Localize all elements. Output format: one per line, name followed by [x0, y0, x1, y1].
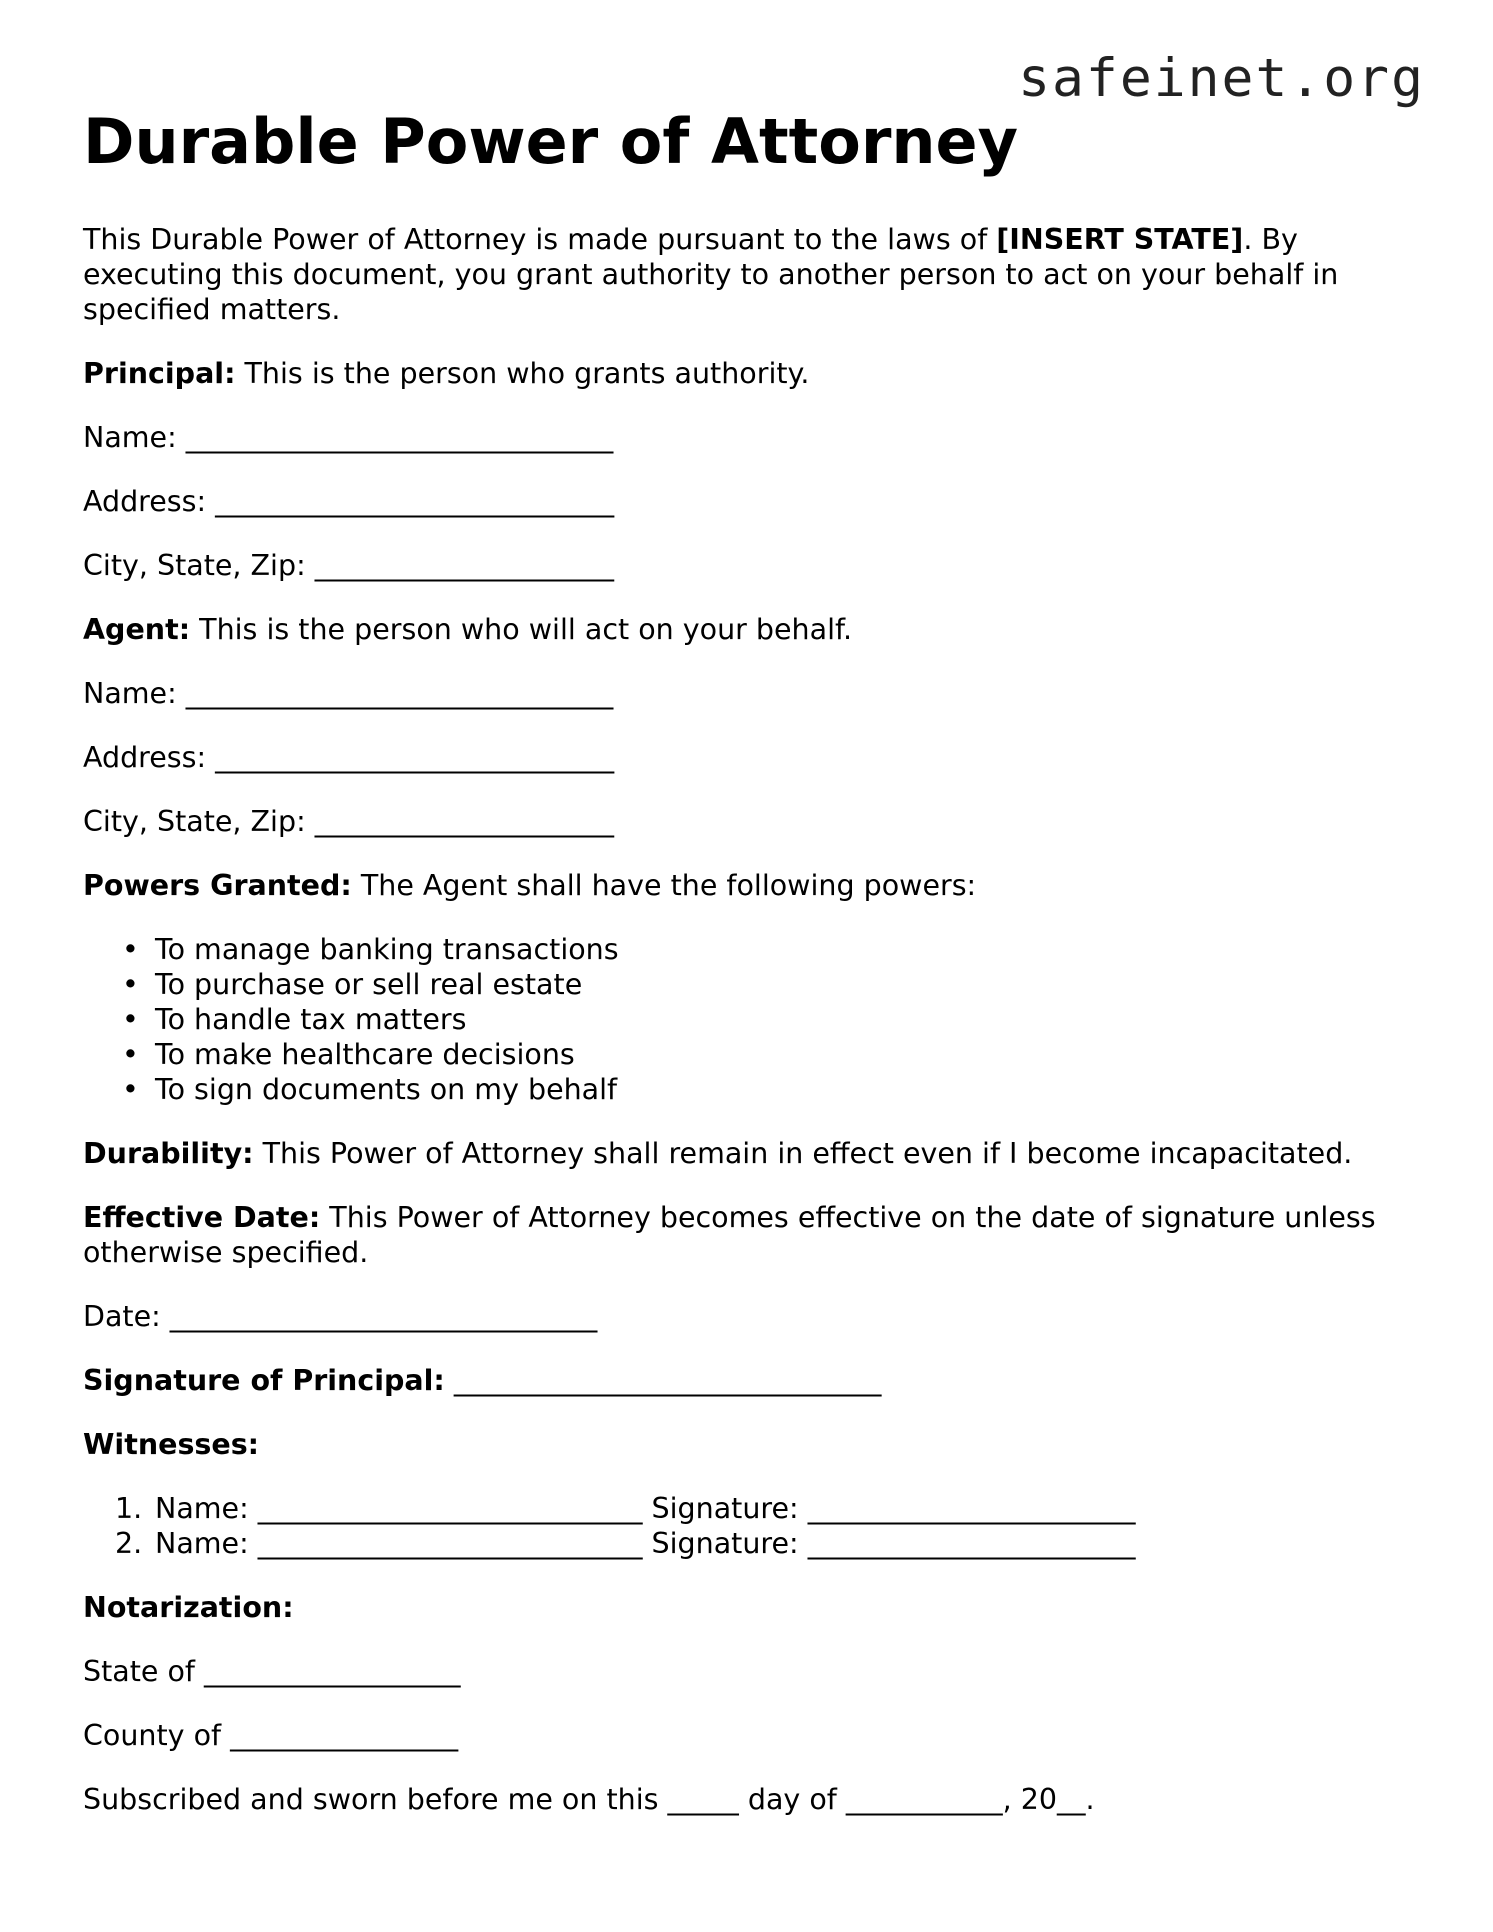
principal-name-field[interactable]: Name: ______________________________ — [83, 421, 614, 454]
witness-fields: Name: ___________________________ Signature: _______________________ — [155, 1492, 1136, 1525]
powers-heading: Powers Granted: — [83, 869, 352, 902]
watermark-text: safeinet.org — [1018, 48, 1425, 109]
power-item-sign-documents: • To sign documents on my behalf — [155, 1072, 1413, 1107]
notary-state-field[interactable]: State of __________________ — [83, 1655, 461, 1688]
agent-city-field[interactable]: City, State, Zip: _____________________ — [83, 805, 614, 838]
durability-section — [83, 1136, 1413, 1171]
agent-section — [83, 612, 1413, 647]
intro-paragraph — [83, 222, 1413, 327]
notarization-heading: Notarization: — [83, 1591, 294, 1624]
intro-text-before: This Durable Power of Attorney is made pursuant to the laws of — [83, 223, 997, 256]
notary-sworn-line[interactable]: Subscribed and sworn before me on this _____ day of ___________, 20__. — [83, 1783, 1095, 1816]
power-item-healthcare: • To make healthcare decisions — [155, 1037, 1413, 1072]
witness-number: 1. — [115, 1492, 143, 1525]
principal-signature-label: Signature of Principal: — [83, 1364, 445, 1397]
agent-name-field[interactable]: Name: ______________________________ — [83, 677, 614, 710]
witnesses-heading-line — [83, 1427, 1413, 1462]
durability-heading: Durability: — [83, 1137, 254, 1170]
document-title: Durable Power of Attorney — [83, 105, 1018, 178]
date-field[interactable]: Date: ______________________________ — [83, 1300, 598, 1333]
witness-number: 2. — [115, 1527, 143, 1560]
power-item-real-estate: • To purchase or sell real estate — [155, 967, 1413, 1002]
witness-fields: Name: ___________________________ Signature: _______________________ — [155, 1527, 1136, 1560]
power-item-banking: • To manage banking transactions — [155, 932, 1413, 967]
effective-date-heading: Effective Date: — [83, 1201, 321, 1234]
durability-description: This Power of Attorney shall remain in effect even if I become incapacitated. — [253, 1137, 1353, 1170]
principal-heading: Principal: — [83, 357, 236, 390]
principal-address-field[interactable]: Address: ____________________________ — [83, 485, 615, 518]
effective-date-description: This Power of Attorney becomes effective on the date of signature unless otherwise specified. — [83, 1201, 1376, 1269]
intro-text-after: . By executing this document, you grant authority to another person to act on your behalf in specified matters. — [83, 223, 1339, 326]
principal-description: This is the person who grants authority. — [235, 357, 810, 390]
witnesses-list — [83, 1491, 1413, 1561]
power-item-tax: • To handle tax matters — [155, 1002, 1413, 1037]
document — [83, 104, 1413, 1846]
powers-description: The Agent shall have the following powers: — [351, 869, 977, 902]
agent-address-field[interactable]: Address: ____________________________ — [83, 741, 615, 774]
principal-city-field[interactable]: City, State, Zip: _____________________ — [83, 549, 614, 582]
agent-description: This is the person who will act on your behalf. — [190, 613, 853, 646]
witnesses-heading: Witnesses: — [83, 1428, 260, 1461]
powers-section — [83, 868, 1413, 903]
principal-section — [83, 356, 1413, 391]
effective-date-section — [83, 1200, 1413, 1270]
witness-row[interactable] — [115, 1526, 1413, 1561]
intro-state-placeholder: [INSERT STATE] — [996, 223, 1244, 256]
notarization-heading-line — [83, 1590, 1413, 1625]
principal-signature-field[interactable] — [83, 1363, 1413, 1398]
witness-row[interactable] — [115, 1491, 1413, 1526]
powers-list — [83, 932, 1413, 1107]
principal-signature-blank: ______________________________ — [444, 1364, 882, 1397]
notary-county-field[interactable]: County of ________________ — [83, 1719, 459, 1752]
agent-heading: Agent: — [83, 613, 191, 646]
